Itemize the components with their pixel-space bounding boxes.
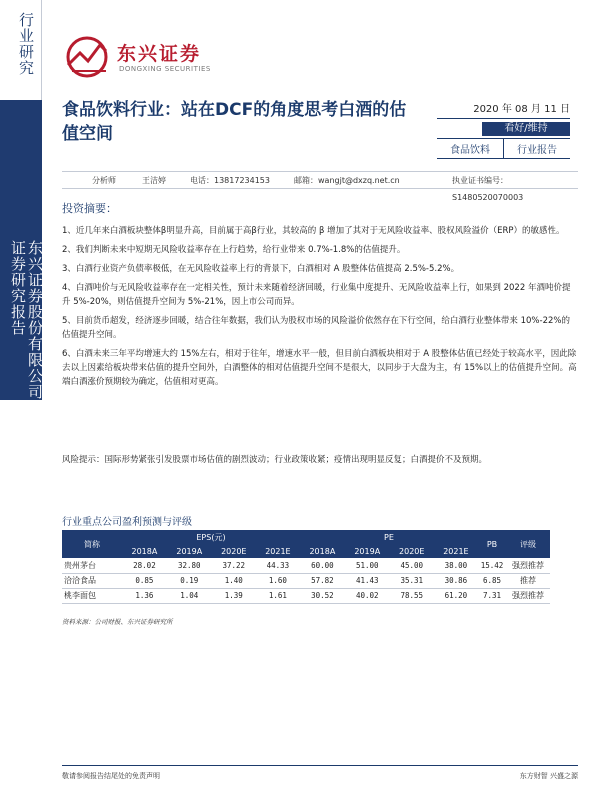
- table-cell: 57.82: [300, 573, 345, 588]
- abstract-point: 4、白酒吨价与无风险收益率存在一定相关性，预计未来随着经济回暖，行业集中度提升、无风险收益率上行，如果到 2022 年酒吨价提升 5%-20%，则估值提升空间为 5%-21%，因上市公司而异。: [62, 283, 571, 307]
- header-eps: EPS(元): [122, 530, 300, 544]
- table-cell-rating: 强烈推荐: [506, 558, 550, 573]
- header-pb: PB: [478, 530, 506, 558]
- header-year: 2019A: [167, 544, 212, 558]
- logo-text-cn: 东兴证券: [117, 43, 202, 65]
- footer-divider: [62, 765, 578, 766]
- company-name: 桃李面包: [62, 588, 122, 603]
- header-year: 2018A: [300, 544, 345, 558]
- analyst-bar: [62, 171, 578, 202]
- header-pe: PE: [300, 530, 478, 544]
- sidebar-category-label: 行业研究: [17, 12, 35, 76]
- sidebar-top: [0, 0, 42, 100]
- sidebar-company-label: 东兴证券股份有限公司证券研究报告: [9, 240, 44, 400]
- table-cell: 78.55: [390, 588, 434, 603]
- abstract-points: [62, 224, 578, 394]
- analyst-phone: 电话：13817234153: [190, 176, 270, 185]
- table-cell: 1.40: [212, 573, 256, 588]
- header-year: 2018A: [122, 544, 167, 558]
- sidebar-band: [0, 100, 42, 400]
- company-logo: [62, 35, 222, 85]
- header-year: 2019A: [345, 544, 390, 558]
- logo-text-en: DONGXING SECURITIES: [119, 65, 211, 73]
- table-cell: 61.20: [434, 588, 478, 603]
- table-row: [62, 588, 550, 603]
- abstract-point: 1、近几年来白酒板块整体β明显升高，目前属于高β行业，其较高的 β 增加了其对于无风险收益率、股权风险溢价（ERP）的敏感性。: [62, 226, 565, 236]
- table-cell: 1.36: [122, 588, 167, 603]
- company-name: 贵州茅台: [62, 558, 122, 573]
- table-cell: 32.80: [167, 558, 212, 573]
- header-year: 2020E: [390, 544, 434, 558]
- analyst-name: 王洁婷: [142, 176, 166, 185]
- table-cell: 45.00: [390, 558, 434, 573]
- table-cell-pb: 7.31: [478, 588, 506, 603]
- table-cell: 30.86: [434, 573, 478, 588]
- analyst-license: 执业证书编号：S1480520070003: [452, 176, 524, 202]
- report-categories: [437, 138, 570, 159]
- table-cell: 0.85: [122, 573, 167, 588]
- footer-slogan: 东方财智 兴盛之源: [519, 772, 578, 780]
- table-cell: 1.39: [212, 588, 256, 603]
- header-rating: 评级: [506, 530, 550, 558]
- table-cell: 30.52: [300, 588, 345, 603]
- table-cell-pb: 6.85: [478, 573, 506, 588]
- table-cell: 51.00: [345, 558, 390, 573]
- table-cell: 40.02: [345, 588, 390, 603]
- report-date: 2020 年 08 月 11 日: [437, 100, 570, 119]
- analyst-email: 邮箱：wangjt@dxzq.net.cn: [294, 176, 400, 185]
- table-cell: 37.22: [212, 558, 256, 573]
- table-cell-rating: 强烈推荐: [506, 588, 550, 603]
- footer-disclaimer: 敬请参阅报告结尾处的免责声明: [62, 772, 160, 780]
- table-source: 资料来源：公司财报、东兴证券研究所: [62, 618, 173, 626]
- table-row: [62, 558, 550, 573]
- company-name: 洽洽食品: [62, 573, 122, 588]
- table-cell: 41.43: [345, 573, 390, 588]
- table-cell: 1.60: [256, 573, 300, 588]
- risk-warning: 风险提示：国际形势紧张引发股票市场估值的剧烈波动；行业政策收紧；疫情出现明显反复；白酒提价不及预期。: [62, 455, 488, 465]
- category-type: 行业报告: [517, 145, 557, 156]
- table-cell: 35.31: [390, 573, 434, 588]
- header-year: 2021E: [256, 544, 300, 558]
- abstract-point: 6、白酒未来三年平均增速大约 15%左右，相对于往年，增速水平一般，但目前白酒板块相对于 A 股整体估值已经处于较高水平，因此除去以上因素给板块带来估值的提升空间外，白酒整体的相对估值提升空间不是很大，以同步于大盘为主，有 15%以上的估值提升空间。高端白酒涨价预期较为确定，估值相对更高。: [62, 349, 577, 387]
- analyst-role: 分析师: [92, 176, 116, 185]
- table-cell: 38.00: [434, 558, 478, 573]
- report-meta: [437, 100, 570, 159]
- abstract-heading: 投资摘要：: [62, 202, 117, 215]
- abstract-point: 3、白酒行业资产负债率极低，在无风险收益率上行的背景下，白酒相对 A 股整体估值提高 2.5%-5.2%。: [62, 264, 460, 274]
- table-cell-rating: 推荐: [506, 573, 550, 588]
- header-year: 2021E: [434, 544, 478, 558]
- table-cell: 0.19: [167, 573, 212, 588]
- table-cell: 60.00: [300, 558, 345, 573]
- table-cell: 44.33: [256, 558, 300, 573]
- table-cell: 1.04: [167, 588, 212, 603]
- forecast-table: [62, 530, 550, 604]
- header-year: 2020E: [212, 544, 256, 558]
- table-title: 行业重点公司盈利预测与评级: [62, 517, 192, 528]
- abstract-point: 2、我们判断未来中短期无风险收益率存在上行趋势，给行业带来 0.7%-1.8%的估值提升。: [62, 245, 406, 255]
- logo-mark-icon: [62, 35, 112, 79]
- report-title: 食品饮料行业：站在DCF的角度思考白酒的估值空间: [62, 100, 407, 144]
- header-name: 简称: [62, 530, 122, 558]
- rating-badge: 看好/维持: [482, 122, 570, 136]
- abstract-point: 5、目前货币超发，经济逐步回暖，结合往年数据，我们认为股权市场的风险溢价依然存在下行空间，给白酒行业整体带来 10%-22%的估值提升空间。: [62, 316, 570, 340]
- table-cell: 1.61: [256, 588, 300, 603]
- table-cell-pb: 15.42: [478, 558, 506, 573]
- category-industry: 食品饮料: [437, 139, 504, 158]
- sidebar: [0, 0, 42, 807]
- table-row: [62, 573, 550, 588]
- table-cell: 28.02: [122, 558, 167, 573]
